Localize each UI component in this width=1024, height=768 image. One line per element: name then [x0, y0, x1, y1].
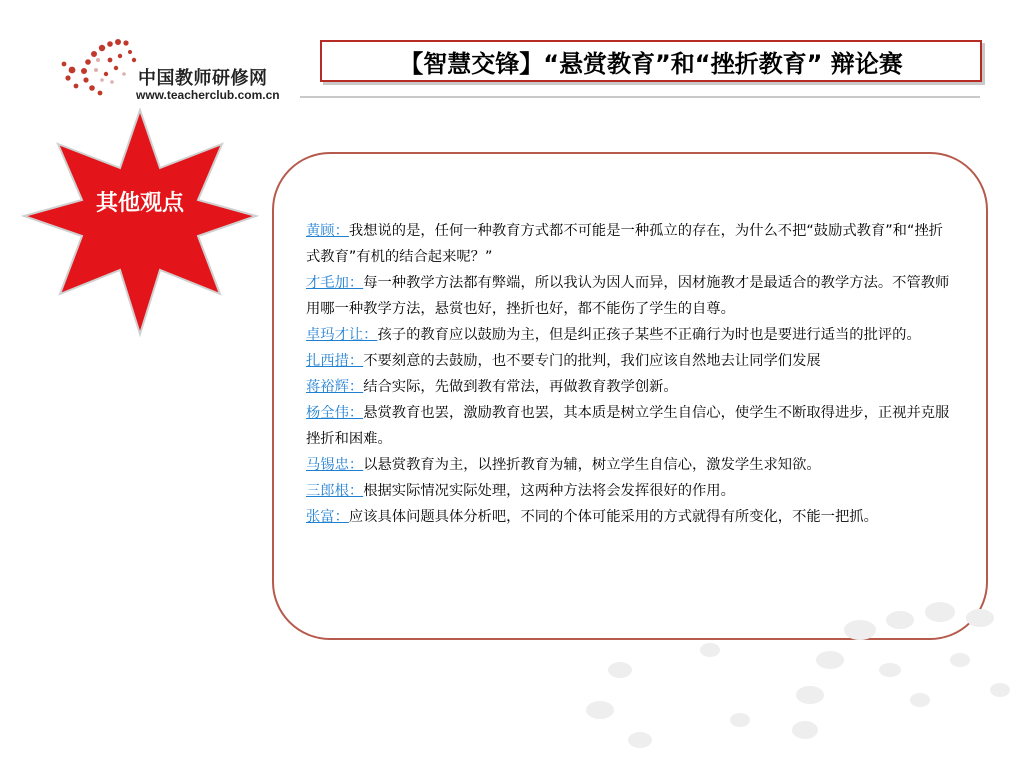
speaker-link[interactable]: 才毛加： [306, 275, 364, 291]
background-dots-decoration [560, 590, 1024, 768]
title-box [320, 40, 982, 82]
speaker-link[interactable]: 杨全伟： [306, 405, 364, 421]
list-item [306, 270, 954, 322]
opinion-text: 每一种教学方法都有弊端，所以我认为因人而异，因材施教才是最适合的教学方法。不管教师用哪一种教学方法，悬赏也好，挫折也好，都不能伤了学生的自尊。 [306, 275, 950, 317]
header-divider [300, 96, 980, 98]
star-shape [24, 110, 256, 334]
list-item [306, 218, 954, 270]
list-item [306, 478, 954, 504]
badge-label: 其他观点 [95, 191, 184, 216]
speaker-link[interactable]: 三郎根： [306, 483, 364, 499]
list-item [306, 374, 954, 400]
list-item [306, 504, 954, 530]
list-item [306, 348, 954, 374]
star-badge [20, 108, 260, 338]
opinion-text: 孩子的教育应以鼓励为主，但是纠正孩子某些不正确行为时也是要进行适当的批评的。 [377, 327, 921, 343]
opinion-text: 根据实际情况实际处理，这两种方法将会发挥很好的作用。 [363, 483, 735, 499]
list-item [306, 400, 954, 452]
opinions-list [306, 218, 954, 530]
opinion-text: 我想说的是，任何一种教育方式都不可能是一种孤立的存在，为什么不把“鼓励式教育”和“挫折式教育”有机的结合起来呢？” [306, 223, 943, 265]
list-item [306, 452, 954, 478]
opinion-text: 不要刻意的去鼓励，也不要专门的批判，我们应该自然地去让同学们发展 [363, 353, 821, 369]
opinion-text: 以悬赏教育为主，以挫折教育为辅，树立学生自信心，激发学生求知欲。 [363, 457, 821, 473]
logo-name: 中国教师研修网 [138, 68, 268, 89]
logo-url: www.teacherclub.com.cn [136, 88, 280, 102]
speaker-link[interactable]: 扎西措： [306, 353, 364, 369]
opinion-text: 应该具体问题具体分析吧，不同的个体可能采用的方式就得有所变化，不能一把抓。 [348, 509, 878, 525]
opinion-text: 结合实际，先做到教有常法，再做教育教学创新。 [363, 379, 678, 395]
speaker-link[interactable]: 马锡忠： [306, 457, 364, 473]
speaker-link[interactable]: 张富： [306, 509, 349, 525]
speaker-link[interactable]: 蒋裕辉： [306, 379, 364, 395]
speaker-link[interactable]: 卓玛才让： [306, 327, 378, 343]
page-title: 【智慧交锋】“悬赏教育”和“挫折教育” 辩论赛 [399, 49, 903, 78]
opinion-text: 悬赏教育也罢，激励教育也罢，其本质是树立学生自信心，使学生不断取得进步，正视并克服挫折和困难。 [306, 405, 950, 447]
list-item [306, 322, 954, 348]
speaker-link[interactable]: 黄顾： [306, 223, 349, 239]
